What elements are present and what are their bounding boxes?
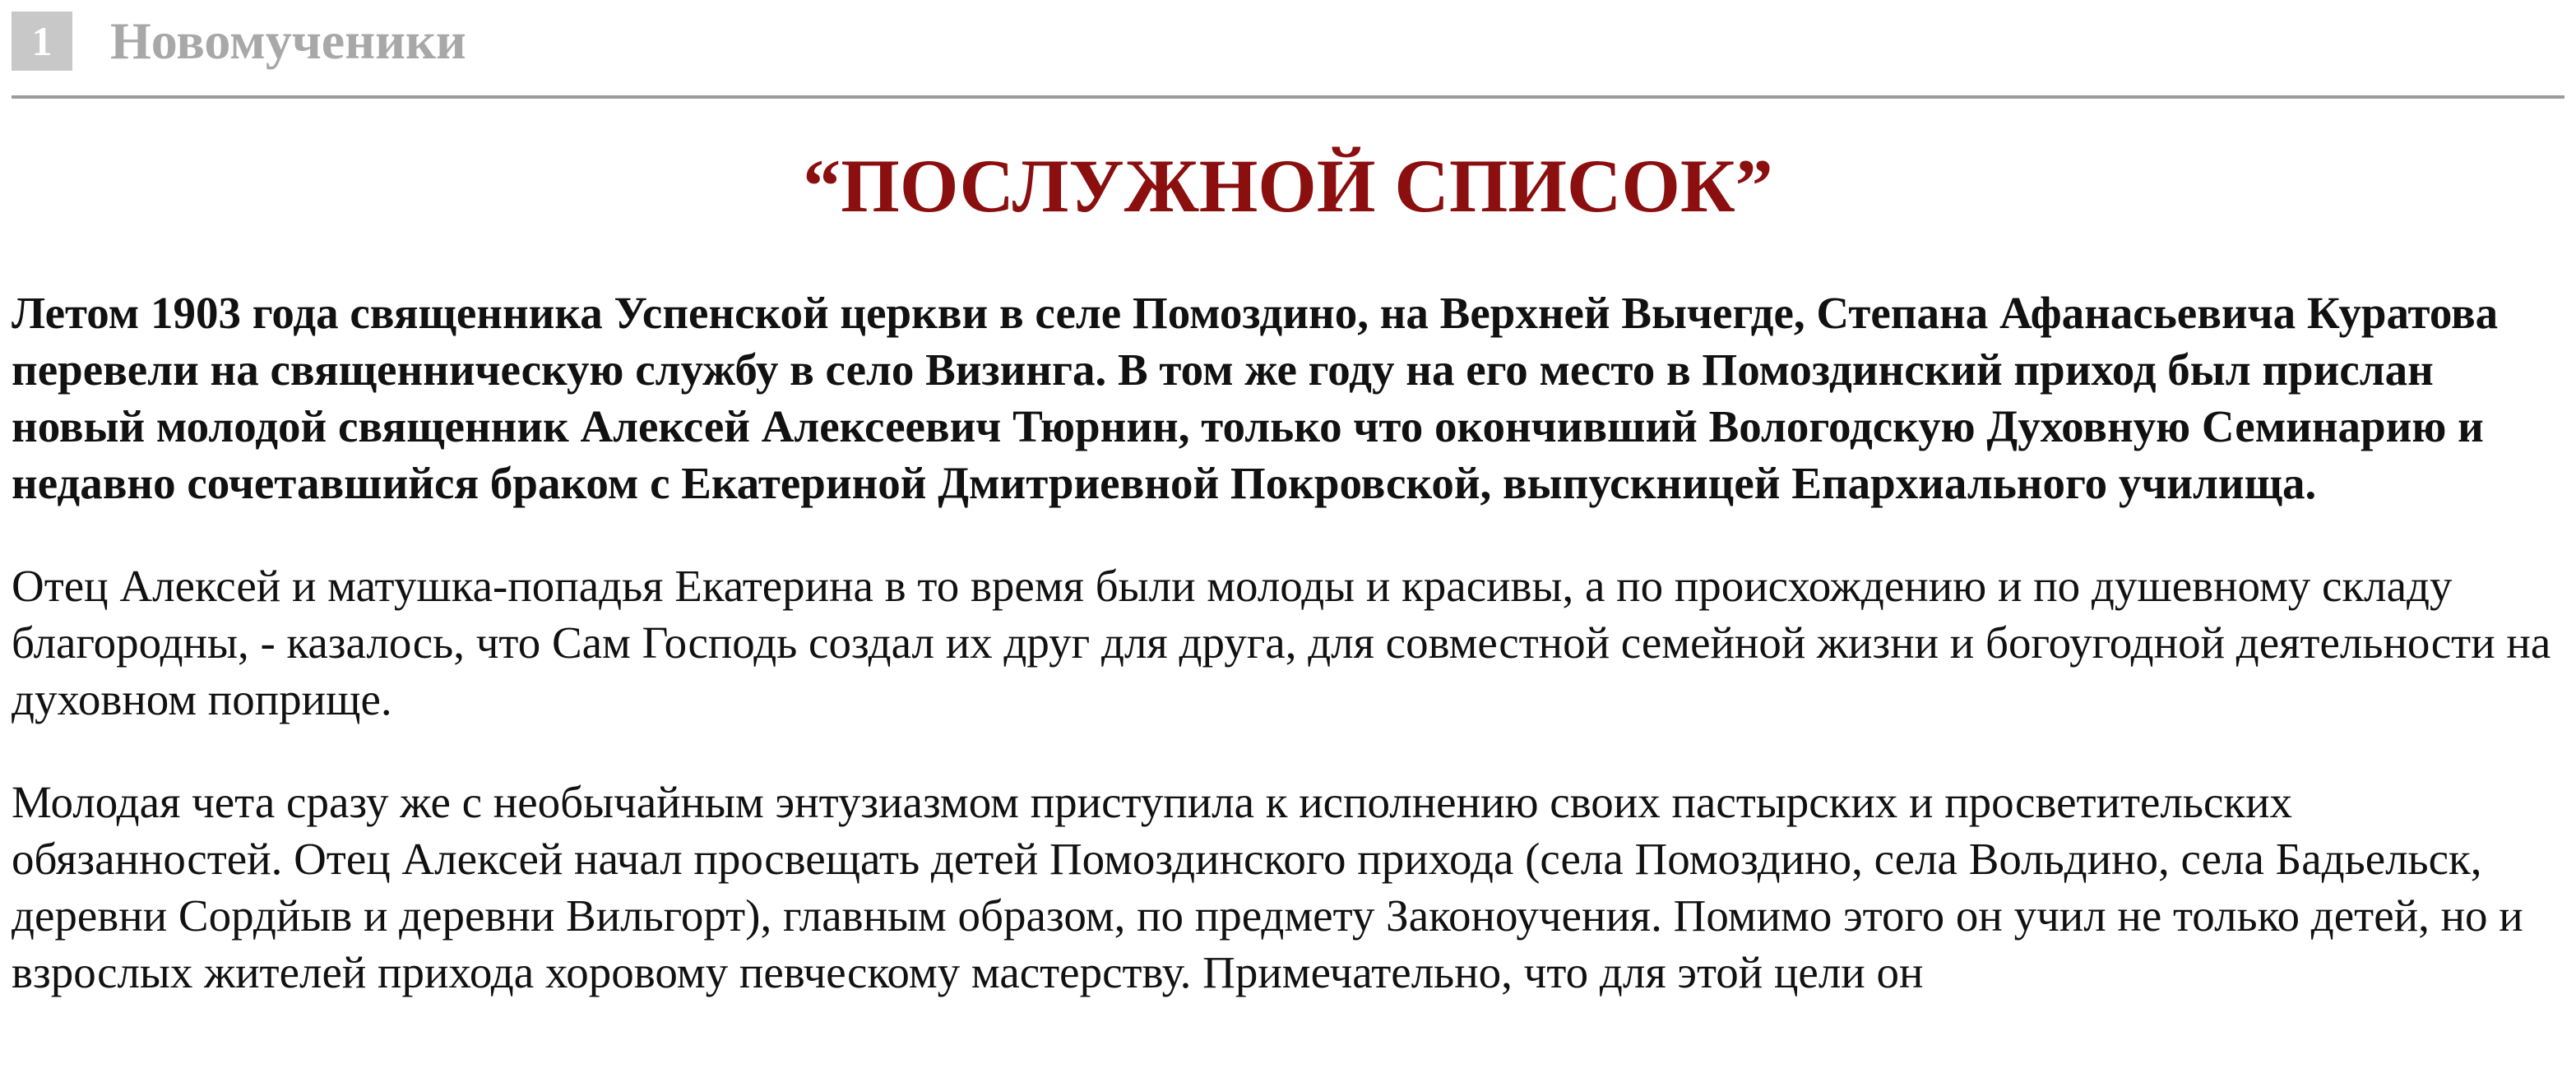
document-body — [12, 284, 2564, 1047]
document-title: “ПОСЛУЖНОЙ СПИСОК” — [803, 144, 1773, 228]
section-header — [12, 12, 466, 71]
intro-paragraph: Летом 1903 года священника Успенской церкви в селе Помоздино, на Верхней Вычегде, Степана Афанасьевича Куратова перевели на священническую службу в село Визинга. В том же году на его место в Помоздинский приход был прислан новый молодой священник Алексей Алексеевич Тюрнин, только что окончивший Вологодскую Духовную Семинарию и недавно сочетавшийся браком с Екатериной Дмитриевной Покровской, выпускницей Епархиального училища. — [12, 288, 2499, 508]
body-paragraph: Молодая чета сразу же с необычайным энтузиазмом приступила к исполнению своих пастырских и просветительских обязанностей. Отец Алексей начал просвещать детей Помоздинского прихода (села Помоздино, села Вольдино, села Бадьельск, деревни Сордйыв и деревни Вильгорт), главным образом, по предмету Законоучения. Помимо этого он учил не только детей, но и взрослых жителей прихода хоровому певческому мастерству. Примечательно, что для этой цели он — [12, 777, 2523, 997]
section-title: Новомученики — [110, 12, 466, 70]
section-number-badge: 1 — [12, 12, 72, 71]
header-divider — [12, 95, 2564, 99]
body-paragraph: Отец Алексей и матушка-попадья Екатерина в то время были молоды и красивы, а по происхождению и по душевному складу благородны, - казалось, что Сам Господь создал их друг для друга, для совместной семейной жизни и богоугодной деятельности на духовном поприще. — [12, 561, 2551, 724]
